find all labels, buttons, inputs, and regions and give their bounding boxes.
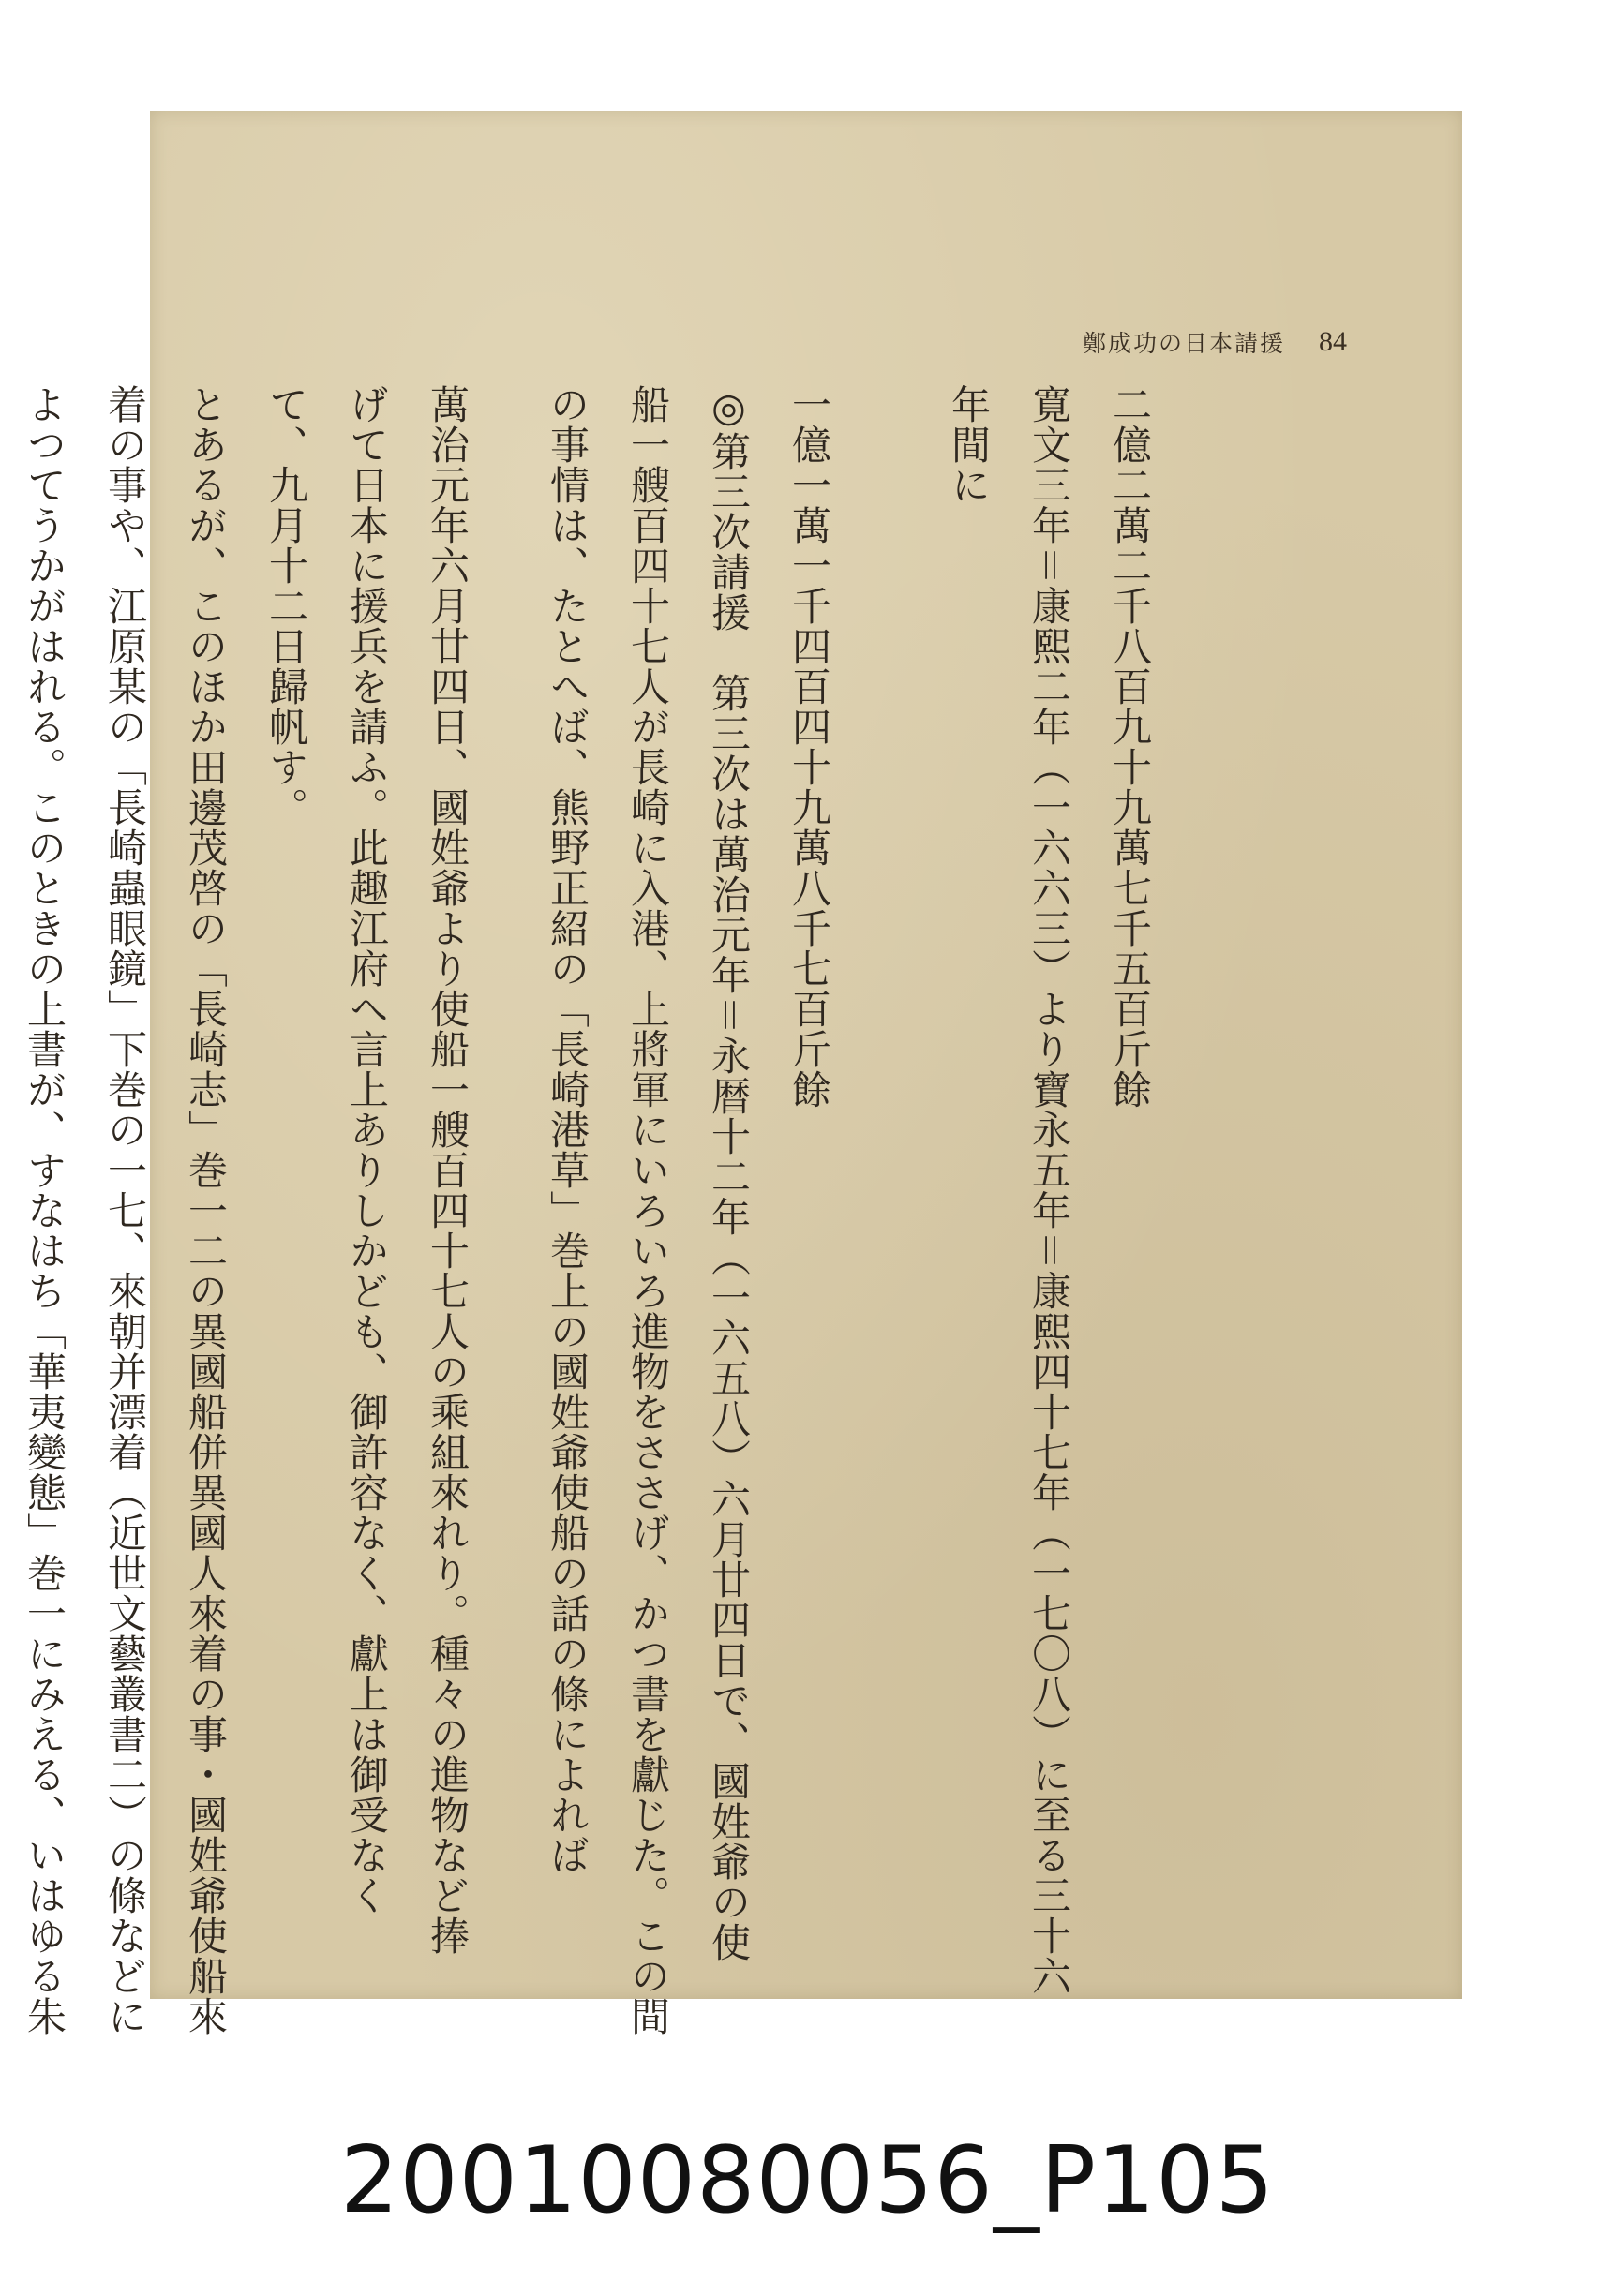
page-number: 84 (1319, 326, 1348, 357)
text-column: の事情は、たとへば、熊野正紹の「長崎港草」巻上の國姓爺使船の話の條によれば (545, 384, 591, 1875)
text-column: よつてうかがはれる。このときの上書が、すなはち「華夷變態」巻一にみえる、いはゆる朱 (22, 384, 67, 2036)
text-column-section-heading: ◎第三次請援 第三次は萬治元年＝永暦十二年（一六五八）六月廿四日で、國姓爺の使 (706, 384, 752, 1962)
text-column: とあるが、このほか田邊茂啓の「長崎志」巻一二の異國船併異國人來着の事・國姓爺使船來 (183, 384, 229, 2036)
text-column: 船一艘百四十七人が長崎に入港、上將軍にいろいろ進物をささげ、かつ書を獻じた。この間 (625, 384, 671, 2036)
page-header (1083, 314, 1347, 370)
scan-id-caption: 20010080056_P105 (339, 2127, 1275, 2234)
text-column: 年間に (946, 384, 992, 505)
text-column: 寛文三年＝康熙二年（一六六三）より寶永五年＝康熙四十七年（一七〇八）に至る三十六 (1026, 384, 1072, 1997)
text-column-quote: 萬治元年六月廿四日、國姓爺より使船一艘百四十七人の乘組來れり。種々の進物など捧 (425, 384, 471, 1956)
text-column-quote: げて日本に援兵を請ふ。此趣江府へ言上ありしかども、御許容なく、獻上は御受なく (344, 384, 390, 1916)
running-title: 鄭成功の日本請援 (1083, 330, 1286, 357)
text-column: 着の事や、江原某の「長崎蟲眼鏡」下巻の一七、來朝并漂着（近世文藝叢書二）の條などに (102, 384, 148, 2036)
text-column-quote: 二億二萬二千八百九十九萬七千五百斤餘 (1107, 384, 1153, 1110)
text-column-quote: 一億一萬一千四百四十九萬八千七百斤餘 (786, 384, 832, 1110)
text-column-quote: て、九月十二日歸帆す。 (263, 384, 309, 827)
vertical-text-block (22, 384, 1249, 2036)
